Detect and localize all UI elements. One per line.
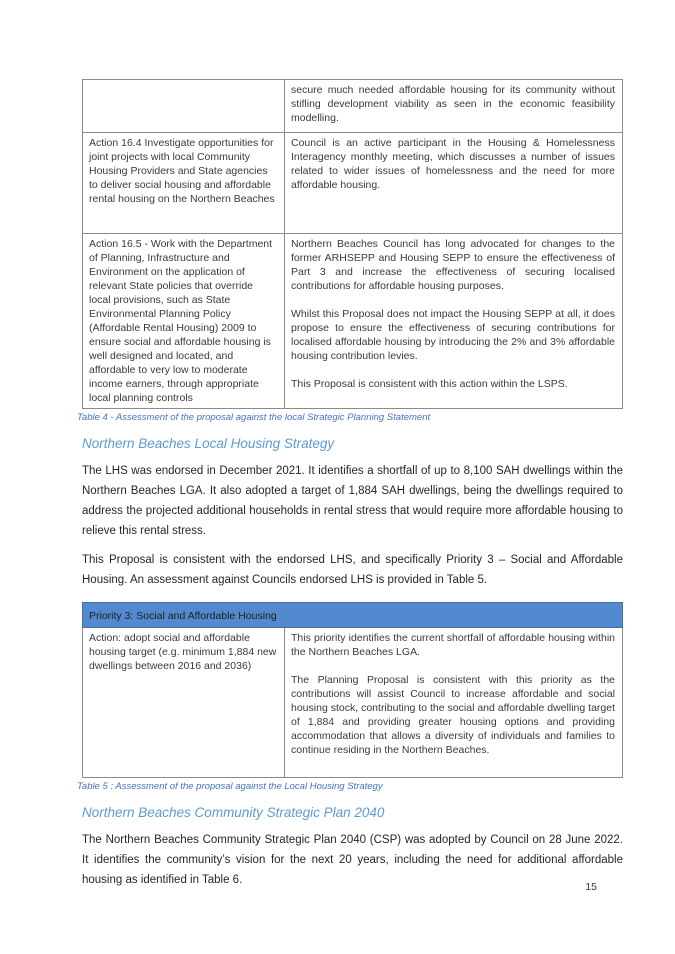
table5-caption: Table 5 : Assessment of the proposal against the Local Housing Strategy xyxy=(77,781,383,792)
cell-paragraph: Council is an active participant in the Housing & Homelessness Interagency monthly meeting, which discusses a number of issues related to wider issues of homelessness and the need for more affordable housing. xyxy=(291,137,615,191)
table-row xyxy=(83,234,623,409)
cell-paragraph: Northern Beaches Council has long advocated for changes to the former ARHSEPP and Housing SEPP to ensure the effectiveness of Part 3 and increase the effectiveness of securing localised contributions for affordable housing purposes. xyxy=(291,238,615,292)
cell-paragraph: This Proposal is consistent with this action within the LSPS. xyxy=(291,378,568,390)
cell-paragraph: Action 16.4 Investigate opportunities for joint projects with local Community Housing Providers and State agencies to deliver social housing and affordable rental housing on the Northern Beaches xyxy=(89,137,275,205)
cell-paragraph: secure much needed affordable housing for its community without stifling development viability as seen in the economic feasibility modelling. xyxy=(291,84,615,124)
page-number: 15 xyxy=(585,881,597,893)
table-cell-response xyxy=(285,628,623,778)
cell-paragraph: Whilst this Proposal does not impact the Housing SEPP at all, it does propose to ensure the effectiveness of securing contributions for localised affordable housing by introducing the 2% and 3% affordable housing contribution levies. xyxy=(291,308,615,362)
cell-paragraph: The Planning Proposal is consistent with this priority as the contributions will assist Council to increase affordable and social housing stock, contributing to the social and affordable dwelling target of 1,884 and providing greater housing options and providing accommodation that allows a diversity of individuals and families to continue residing in the Northern Beaches. xyxy=(291,674,615,756)
table-cell-action xyxy=(83,133,285,234)
cell-paragraph: Action 16.5 - Work with the Department of Planning, Infrastructure and Environment on the application of relevant State policies that override local provisions, such as State Environmental Planning Policy (Affordable Rental Housing) 2009 to ensure social and affordable housing is well designed and located, and affordable to very low to moderate income earners, through appropriate local planning controls xyxy=(89,238,273,404)
table-header-row xyxy=(83,603,623,628)
table-row xyxy=(83,133,623,234)
heading-community-strategic-plan: Northern Beaches Community Strategic Plan 2040 xyxy=(82,805,385,820)
paragraph: The LHS was endorsed in December 2021. It identifies a shortfall of up to 8,100 SAH dwellings within the Northern Beaches LGA. It also adopted a target of 1,884 SAH dwellings, being the dwellings required to address the projected additional households in rental stress that would require more affordable housing to relieve this rental stress. xyxy=(82,465,623,537)
table4-caption: Table 4 - Assessment of the proposal against the local Strategic Planning Statement xyxy=(77,412,431,423)
table-cell-response xyxy=(285,133,623,234)
table-cell-response xyxy=(285,80,623,133)
paragraph: The Northern Beaches Community Strategic Plan 2040 (CSP) was adopted by Council on 28 June 2022. It identifies the community’s vision for the next 20 years, including the need for additional affordable housing as identified in Table 6. xyxy=(82,834,623,886)
lsps-assessment-table xyxy=(82,79,623,409)
table-cell-response xyxy=(285,234,623,409)
table-cell-action xyxy=(83,628,285,778)
page-content xyxy=(77,0,623,890)
cell-paragraph: Action: adopt social and affordable housing target (e.g. minimum 1,884 new dwellings between 2016 and 2036) xyxy=(89,632,277,672)
cell-paragraph: This priority identifies the current shortfall of affordable housing within the Northern Beaches LGA. xyxy=(291,632,615,658)
table-cell-action-empty xyxy=(83,80,285,133)
table-row xyxy=(83,80,623,133)
table-row xyxy=(83,628,623,778)
paragraph: This Proposal is consistent with the endorsed LHS, and specifically Priority 3 – Social and Affordable Housing. An assessment against Councils endorsed LHS is provided in Table 5. xyxy=(82,554,623,586)
lhs-assessment-table xyxy=(82,602,623,778)
table-header-priority: Priority 3: Social and Affordable Housing xyxy=(83,603,623,628)
heading-local-housing-strategy: Northern Beaches Local Housing Strategy xyxy=(82,436,335,451)
table-cell-action xyxy=(83,234,285,409)
